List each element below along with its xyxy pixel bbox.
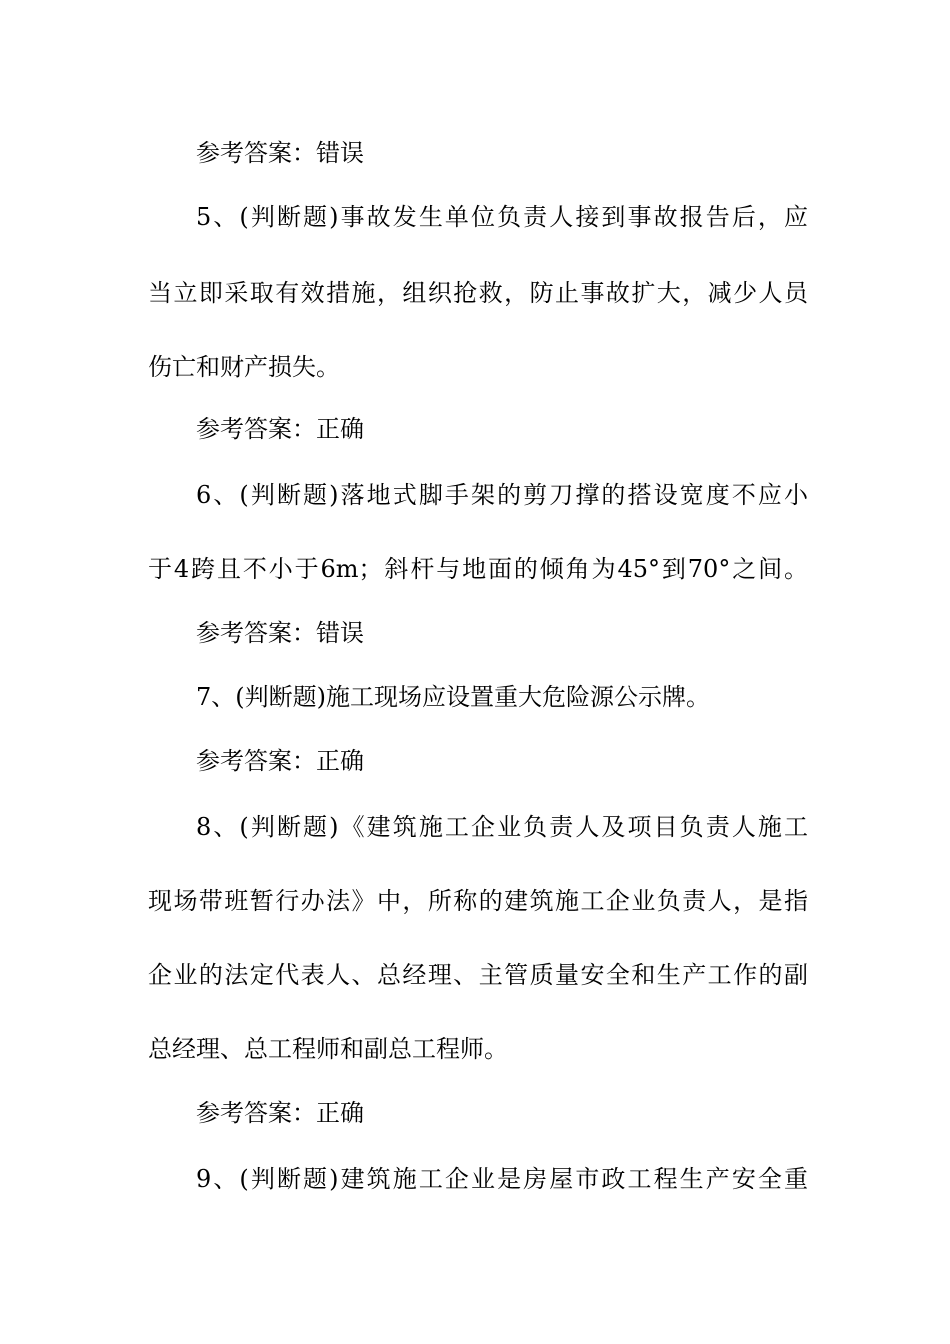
question-5-line-2: 当立即采取有效措施，组织抢救，防止事故扩大，减少人员 bbox=[148, 279, 808, 307]
question-9-line-1: 9、(判断题)建筑施工企业是房屋市政工程生产安全重 bbox=[196, 1165, 808, 1193]
question-6-line-2: 于4跨且不小于6m；斜杆与地面的倾角为45°到70°之间。 bbox=[148, 555, 808, 583]
question-8-line-4: 总经理、总工程师和副总工程师。 bbox=[148, 1035, 508, 1063]
answer-7: 参考答案：正确 bbox=[196, 747, 364, 775]
question-5-line-3: 伤亡和财产损失。 bbox=[148, 353, 340, 381]
question-5-line-1: 5、(判断题)事故发生单位负责人接到事故报告后，应 bbox=[196, 203, 808, 231]
answer-4: 参考答案：错误 bbox=[196, 139, 364, 167]
question-8-line-3: 企业的法定代表人、总经理、主管质量安全和生产工作的副 bbox=[148, 961, 808, 989]
answer-6: 参考答案：错误 bbox=[196, 619, 364, 647]
answer-8: 参考答案：正确 bbox=[196, 1099, 364, 1127]
answer-5: 参考答案：正确 bbox=[196, 415, 364, 443]
question-6-line-1: 6、(判断题)落地式脚手架的剪刀撑的搭设宽度不应小 bbox=[196, 481, 808, 509]
question-7-line-1: 7、(判断题)施工现场应设置重大危险源公示牌。 bbox=[196, 683, 710, 711]
question-8-line-2: 现场带班暂行办法》中，所称的建筑施工企业负责人，是指 bbox=[148, 887, 808, 915]
question-8-line-1: 8、(判断题)《建筑施工企业负责人及项目负责人施工 bbox=[196, 813, 808, 841]
